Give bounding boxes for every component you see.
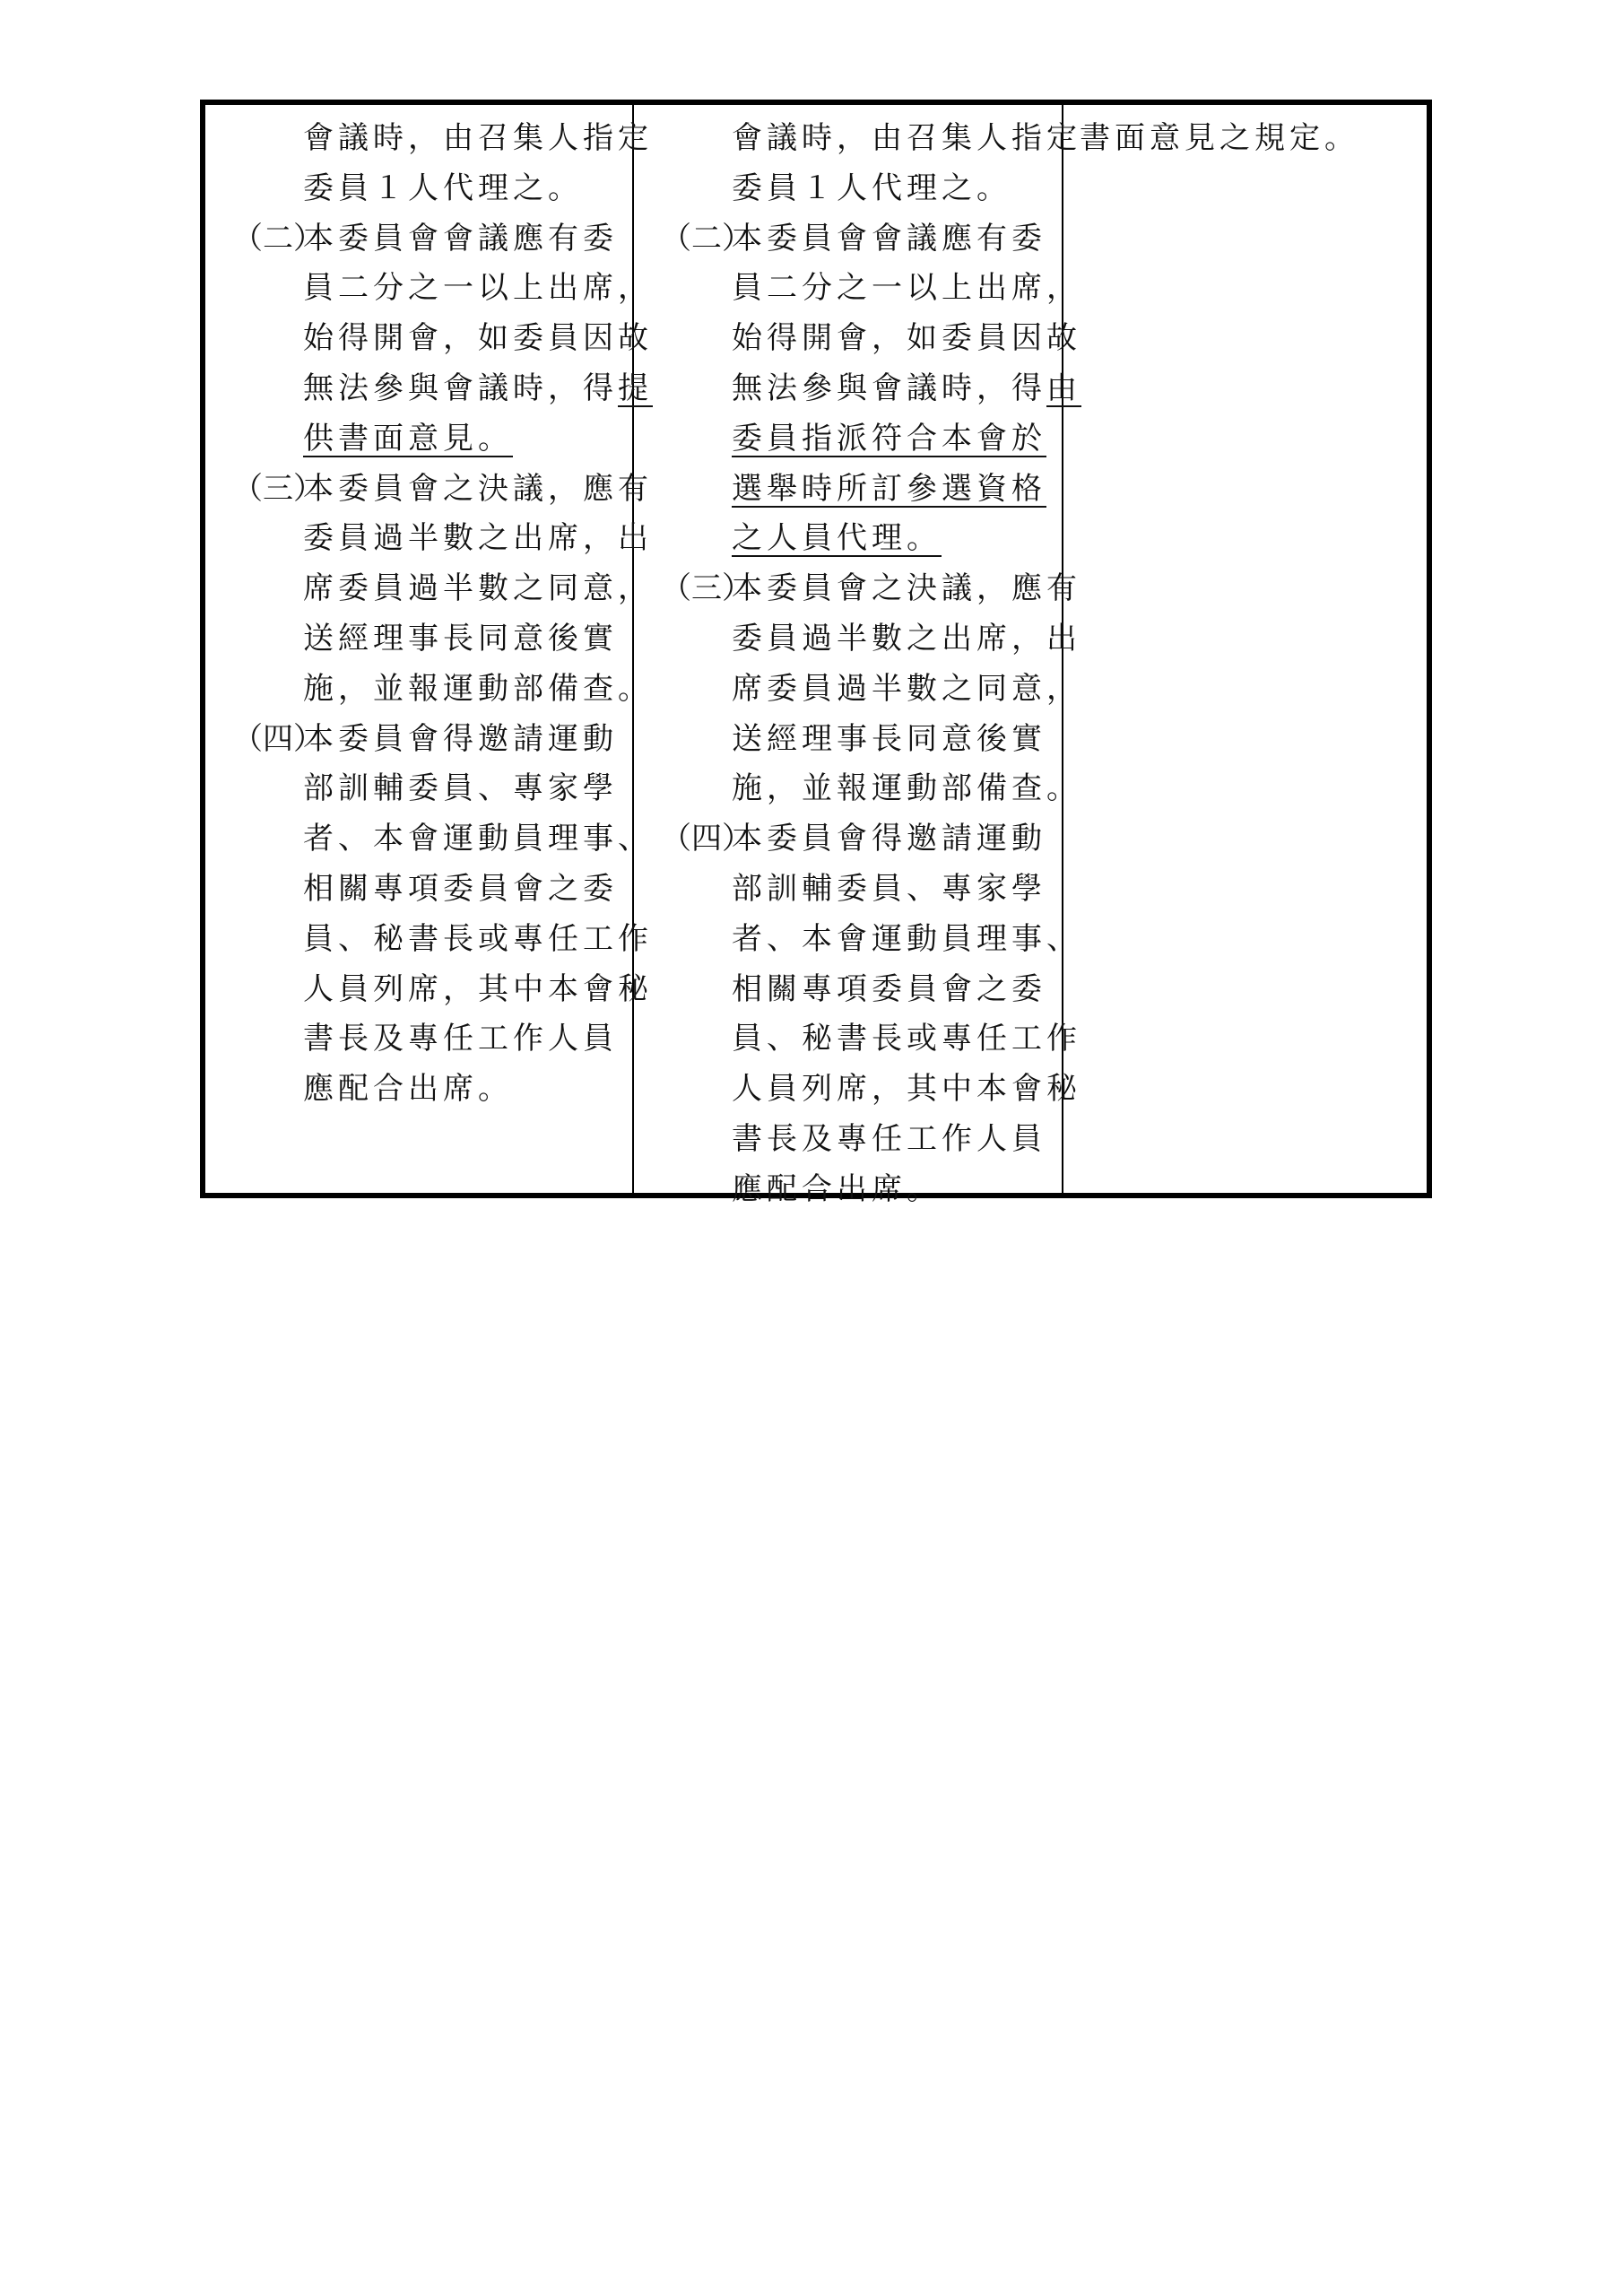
line-body [732, 665, 1081, 715]
text-line [634, 114, 1081, 164]
text-line [205, 465, 653, 515]
line-text: 員、秘書長或專任工作 [732, 1021, 1081, 1057]
line-body [732, 514, 942, 564]
item-number-label [634, 915, 732, 965]
item-number-label [634, 414, 732, 465]
item-number-label [205, 514, 303, 564]
text-line [205, 1065, 632, 1115]
amended-text: 供書面意見。 [303, 420, 513, 457]
text-line [634, 1065, 1081, 1115]
line-text: 會議時，由召集人指定 [732, 120, 1081, 156]
item-number-label [634, 465, 732, 515]
text-line [634, 465, 1062, 515]
item-number-label [634, 364, 732, 414]
comparison-table [200, 100, 1432, 1207]
line-body [303, 715, 618, 765]
line-text: 相關專項委員會之委 [732, 970, 1046, 1007]
line-body [303, 364, 653, 414]
item-number-label [205, 1065, 303, 1115]
item-number-label [205, 114, 303, 164]
line-text: 送經理事長同意後實 [303, 620, 618, 657]
line-body [732, 314, 1081, 364]
item-number-label [634, 1115, 732, 1165]
line-text: 員二分之一以上出席， [732, 270, 1081, 307]
line-body [732, 114, 1081, 164]
text-line [205, 865, 632, 915]
line-text: 本委員會之決議，應有 [732, 570, 1081, 607]
line-body [732, 915, 1081, 965]
line-text: 本委員會會議應有委 [732, 220, 1046, 257]
item-number-label [205, 614, 303, 665]
item-number-label [634, 764, 732, 814]
text-line [205, 915, 653, 965]
item-number-label: （二） [232, 220, 324, 257]
amended-text: 之人員代理。 [732, 520, 942, 557]
line-text: 本委員會會議應有委 [303, 220, 618, 257]
text-line [205, 965, 653, 1015]
amended-text: 提 [618, 370, 653, 406]
line-body [303, 314, 653, 364]
line-body [303, 1014, 618, 1065]
item-number-label [205, 865, 303, 915]
text-line [634, 764, 1081, 814]
text-line [205, 665, 653, 715]
text-line [205, 564, 653, 614]
line-text: 送經理事長同意後實 [732, 720, 1046, 757]
item-number-label [634, 114, 732, 164]
line-body [732, 614, 1081, 665]
line-body [303, 665, 653, 715]
amended-text: 由 [1046, 370, 1081, 406]
item-number-label: （三） [661, 570, 752, 607]
line-text: 相關專項委員會之委 [303, 870, 618, 907]
right-column [1063, 105, 1427, 1193]
text-line [205, 614, 632, 665]
text-line [634, 264, 1081, 314]
line-body [303, 1065, 513, 1115]
line-body [732, 1165, 942, 1215]
line-body [732, 865, 1046, 915]
item-number-label [634, 264, 732, 314]
item-number-label [634, 1065, 732, 1115]
item-number-label [205, 414, 303, 465]
line-text: 人員列席，其中本會秘 [303, 970, 653, 1007]
item-number-label [634, 865, 732, 915]
text-line [634, 1165, 1062, 1215]
text-line [205, 114, 653, 164]
item-number-label: （四） [661, 821, 752, 857]
text-line [634, 965, 1062, 1015]
line-body [303, 465, 653, 515]
line-body [303, 564, 653, 614]
line-body [732, 764, 1081, 814]
item-number-label [205, 314, 303, 364]
text-line [205, 414, 632, 465]
text-line [205, 364, 653, 414]
line-text: 本委員會之決議，應有 [303, 470, 653, 507]
item-number-label: （三） [232, 470, 324, 507]
line-body [303, 915, 653, 965]
line-text: 無法參與會議時，得 [732, 370, 1046, 406]
line-body [303, 264, 653, 314]
line-text: 委員１人代理之。 [732, 170, 1011, 206]
line-text: 員二分之一以上出席， [303, 270, 653, 307]
line-body [732, 715, 1046, 765]
text-line [205, 814, 653, 865]
line-text: 始得開會，如委員因故 [732, 320, 1081, 357]
line-text: 者、本會運動員理事、 [303, 821, 653, 857]
line-body [732, 214, 1046, 265]
line-text: 應配合出席。 [732, 1170, 942, 1207]
line-body [303, 114, 653, 164]
item-number-label [205, 965, 303, 1015]
line-text: 席委員過半數之同意， [732, 670, 1081, 707]
item-number-label [634, 965, 732, 1015]
line-body [732, 965, 1046, 1015]
amended-text: 選舉時所訂參選資格 [732, 470, 1046, 507]
item-number-label [634, 1165, 732, 1215]
line-body [303, 614, 618, 665]
item-number-label [205, 764, 303, 814]
text-line [634, 414, 1062, 465]
item-number-label [205, 364, 303, 414]
text-line [1063, 114, 1427, 164]
left-column [205, 105, 653, 1193]
text-line [205, 164, 632, 214]
line-body [303, 164, 583, 214]
line-text: 書面意見之規定。 [1080, 120, 1359, 156]
text-line [205, 314, 653, 364]
line-body [303, 514, 653, 564]
text-line [634, 164, 1062, 214]
line-text: 始得開會，如委員因故 [303, 320, 653, 357]
line-text: 會議時，由召集人指定 [303, 120, 653, 156]
line-body [303, 214, 618, 265]
line-text: 者、本會運動員理事、 [732, 920, 1081, 957]
item-number-label [634, 514, 732, 564]
line-text: 本委員會得邀請運動 [732, 821, 1046, 857]
text-line [205, 514, 653, 564]
item-number-label [634, 614, 732, 665]
line-text: 委員過半數之出席，出 [732, 620, 1081, 657]
text-line [205, 1014, 632, 1065]
item-number-label: （二） [661, 220, 752, 257]
text-line [634, 1115, 1062, 1165]
item-number-label [634, 715, 732, 765]
text-line [634, 514, 1062, 564]
line-body [732, 564, 1081, 614]
text-line [205, 214, 632, 265]
line-body [303, 965, 653, 1015]
text-line [634, 614, 1081, 665]
line-body [732, 264, 1081, 314]
text-line [634, 665, 1081, 715]
text-line [634, 364, 1081, 414]
line-text: 委員１人代理之。 [303, 170, 583, 206]
text-line [634, 1014, 1081, 1065]
text-line [634, 314, 1081, 364]
line-body [303, 814, 653, 865]
line-text: 員、秘書長或專任工作 [303, 920, 653, 957]
text-line [205, 764, 632, 814]
item-number-label [634, 1014, 732, 1065]
item-number-label [205, 164, 303, 214]
line-text: 書長及專任工作人員 [732, 1120, 1046, 1157]
line-body [732, 414, 1046, 465]
text-line [634, 814, 1062, 865]
item-number-label [634, 164, 732, 214]
line-body [732, 1115, 1046, 1165]
text-line [634, 214, 1062, 265]
line-text: 施，並報運動部備查。 [303, 670, 653, 707]
line-body [732, 465, 1046, 515]
line-body [303, 414, 513, 465]
line-text: 部訓輔委員、專家學 [732, 870, 1046, 907]
amended-text: 委員指派符合本會於 [732, 420, 1046, 457]
line-text: 本委員會得邀請運動 [303, 720, 618, 757]
line-text: 部訓輔委員、專家學 [303, 770, 618, 807]
line-text: 應配合出席。 [303, 1071, 513, 1108]
line-body [732, 1014, 1081, 1065]
line-text: 施，並報運動部備查。 [732, 770, 1081, 807]
line-body [732, 814, 1046, 865]
item-number-label [205, 264, 303, 314]
item-number-label [634, 314, 732, 364]
item-number-label [205, 564, 303, 614]
line-body [732, 364, 1081, 414]
item-number-label [205, 915, 303, 965]
text-line [634, 915, 1081, 965]
line-body [303, 865, 618, 915]
line-text: 委員過半數之出席，出 [303, 520, 653, 557]
line-body [303, 764, 618, 814]
item-number-label: （四） [232, 720, 324, 757]
line-text: 書長及專任工作人員 [303, 1021, 618, 1057]
item-number-label [205, 665, 303, 715]
text-line [634, 865, 1062, 915]
line-text: 席委員過半數之同意， [303, 570, 653, 607]
text-line [205, 264, 653, 314]
middle-column [634, 105, 1081, 1207]
item-number-label [205, 814, 303, 865]
line-text: 無法參與會議時，得 [303, 370, 618, 406]
text-line [634, 564, 1081, 614]
line-body [732, 164, 1011, 214]
item-number-label [634, 665, 732, 715]
line-body [732, 1065, 1081, 1115]
line-text: 人員列席，其中本會秘 [732, 1071, 1081, 1108]
text-line [634, 715, 1062, 765]
text-line [205, 715, 632, 765]
item-number-label [205, 1014, 303, 1065]
